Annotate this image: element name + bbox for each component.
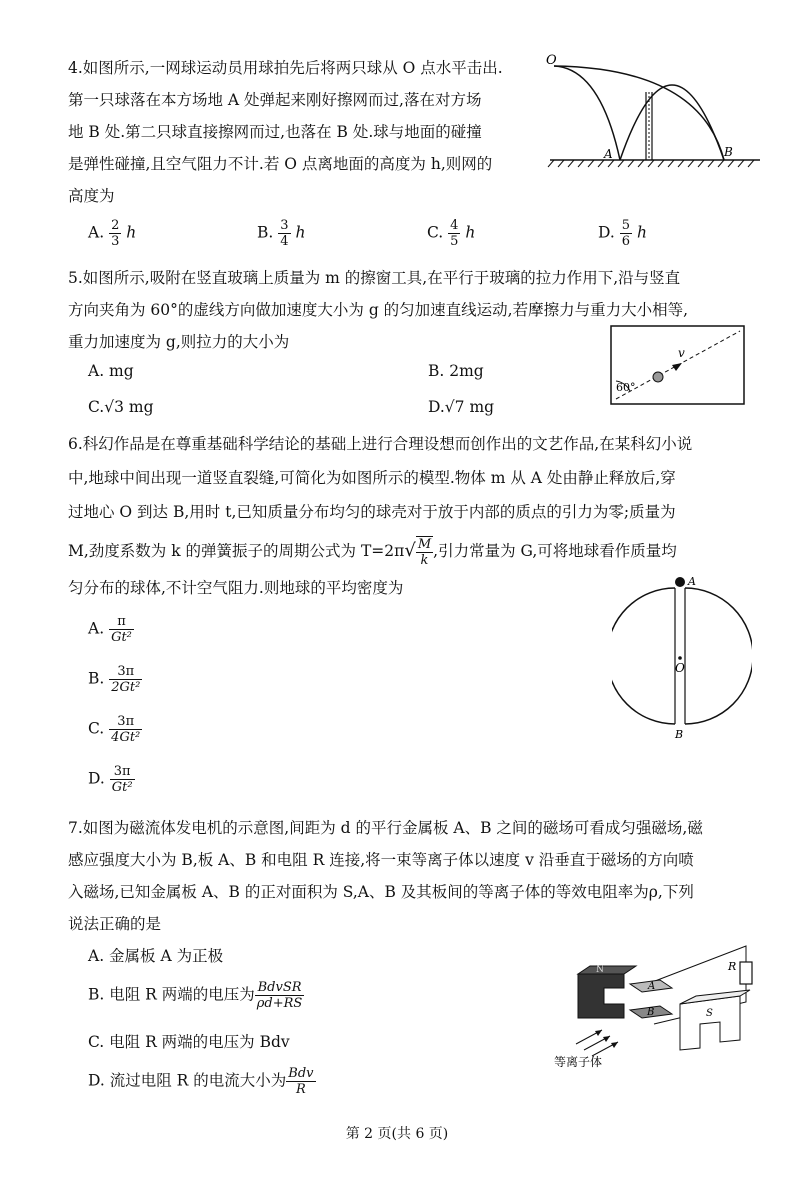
point-a-label: A bbox=[604, 147, 613, 161]
plate-b-label: B bbox=[647, 1007, 655, 1018]
q4-option-c: C. $\frac{4}{5}$ h bbox=[427, 218, 476, 249]
q4-line-2: 第一只球落在本方场地 A 处弹起来刚好擦网而过,落在对方场 bbox=[68, 91, 482, 109]
q5-option-b: B. 2mg bbox=[428, 362, 484, 380]
q7-generator-figure bbox=[550, 940, 760, 1070]
first-ball-path bbox=[554, 66, 620, 160]
q4-option-d: D. $\frac{5}{6}$ h bbox=[598, 218, 647, 249]
plasma-label: 等离子体 bbox=[554, 1055, 603, 1069]
q4-line-3: 地 B 处.第二只球直接擦网而过,也落在 B 处.球与地面的碰撞 bbox=[68, 123, 482, 141]
point-b-label: B bbox=[724, 145, 733, 159]
magnet-s-label: S bbox=[706, 1008, 713, 1019]
ground-hatch bbox=[548, 160, 754, 167]
resistor-label: R bbox=[728, 960, 737, 973]
q7-line-2: 感应强度大小为 B,板 A、B 和电阻 R 连接,将一束等离子体以速度 v 沿垂直于磁场的方向喷 bbox=[68, 851, 694, 869]
q5-option-c: C.√3 mg bbox=[88, 398, 154, 416]
q4-line-5: 高度为 bbox=[68, 187, 115, 205]
q4-option-b: B. $\frac{3}{4}$ h bbox=[257, 218, 306, 249]
q5-line-3: 重力加速度为 g,则拉力的大小为 bbox=[68, 333, 290, 351]
q6-option-a: A. $\frac{\pi}{\text{Gt²}}$ bbox=[88, 614, 132, 645]
earth-right-half bbox=[685, 588, 752, 724]
velocity-arrow bbox=[672, 363, 682, 371]
q5-line-2: 方向夹角为 60°的虚线方向做加速度大小为 g 的匀加速直线运动,若摩擦力与重力大小相等, bbox=[68, 301, 689, 319]
q7-option-d: D. 流过电阻 R 的电流大小为 $\frac{\text{Bdv}}{R}$ bbox=[88, 1066, 314, 1097]
magnet-n bbox=[578, 974, 624, 1018]
q7-option-a: A. 金属板 A 为正极 bbox=[88, 947, 224, 965]
resistor-r bbox=[740, 962, 752, 984]
q4-line-1: 4.如图所示,一网球运动员用球拍先后将两只球从 O 点水平击出. bbox=[68, 59, 503, 77]
q6-line-2: 中,地球中间出现一道竖直裂缝,可简化为如图所示的模型.物体 m 从 A 处由静止释放后,穿 bbox=[68, 469, 676, 487]
magnet-n-top bbox=[578, 966, 636, 974]
bounce-arc bbox=[620, 85, 724, 160]
q4-line-4: 是弹性碰撞,且空气阻力不计.若 O 点离地面的高度为 h,则网的 bbox=[68, 155, 493, 173]
point-b-label: B bbox=[675, 728, 684, 741]
earth-left-half bbox=[612, 588, 675, 724]
point-o-label: O bbox=[675, 661, 685, 675]
q4-option-a: A. $\frac{2}{3}$ h bbox=[88, 218, 137, 249]
velocity-label: v bbox=[678, 346, 685, 360]
q6-option-c: C. $\frac{3\pi}{\text{4Gt²}}$ bbox=[88, 714, 141, 745]
magnet-n-label: N bbox=[596, 965, 604, 975]
page-number: 第 2 页(共 6 页) bbox=[345, 1126, 449, 1142]
q5-option-d: D.√7 mg bbox=[428, 398, 495, 416]
q6-earth-figure bbox=[612, 574, 752, 744]
angle-label: 60° bbox=[616, 381, 636, 394]
q6-line-5: 匀分布的球体,不计空气阻力.则地球的平均密度为 bbox=[68, 579, 404, 597]
q6-line-3: 过地心 O 到达 B,用时 t,已知质量分布均匀的球壳对于放于内部的质点的引力为零;质量为 bbox=[68, 503, 676, 521]
q7-line-4: 说法正确的是 bbox=[68, 915, 162, 933]
q4-trajectory-figure bbox=[540, 50, 770, 175]
point-o-label: O bbox=[546, 53, 557, 68]
q6-line-1: 6.科幻作品是在尊重基础科学结论的基础上进行合理设想而创作出的文艺作品,在某科幻小说 bbox=[68, 435, 693, 453]
q7-line-3: 入磁场,已知金属板 A、B 的正对面积为 S,A、B 及其板间的等离子体的等效电阻率为ρ,下列 bbox=[68, 883, 694, 901]
second-ball-path bbox=[554, 66, 724, 160]
q7-line-1: 7.如图为磁流体发电机的示意图,间距为 d 的平行金属板 A、B 之间的磁场可看成匀强磁场,磁 bbox=[68, 819, 703, 837]
earth-center-dot bbox=[678, 656, 682, 660]
object-m bbox=[675, 577, 685, 587]
magnet-s bbox=[680, 996, 740, 1050]
q5-line-1: 5.如图所示,吸附在竖直玻璃上质量为 m 的擦窗工具,在平行于玻璃的拉力作用下,沿与竖直 bbox=[68, 269, 681, 287]
q7-option-b: B. 电阻 R 两端的电压为 $\frac{\text{BdvSR}}{\rho d+RS}$ bbox=[88, 980, 303, 1011]
q6-option-b: B. $\frac{3\pi}{\text{2Gt²}}$ bbox=[88, 664, 141, 695]
q5-option-a: A. mg bbox=[88, 362, 134, 380]
point-a-label: A bbox=[688, 575, 696, 588]
q5-window-figure bbox=[610, 325, 745, 405]
wiper-tool bbox=[653, 372, 663, 382]
q6-option-d: D. $\frac{3\pi}{\text{Gt²}}$ bbox=[88, 764, 133, 795]
q6-line-4: M,劲度系数为 k 的弹簧振子的周期公式为 T=2π√ $\frac{M}{k}$ ,引力常量为 G,可将地球看作质量均 bbox=[68, 537, 677, 568]
q7-option-c: C. 电阻 R 两端的电压为 Bdv bbox=[88, 1033, 290, 1051]
plate-a-label: A bbox=[648, 981, 656, 992]
